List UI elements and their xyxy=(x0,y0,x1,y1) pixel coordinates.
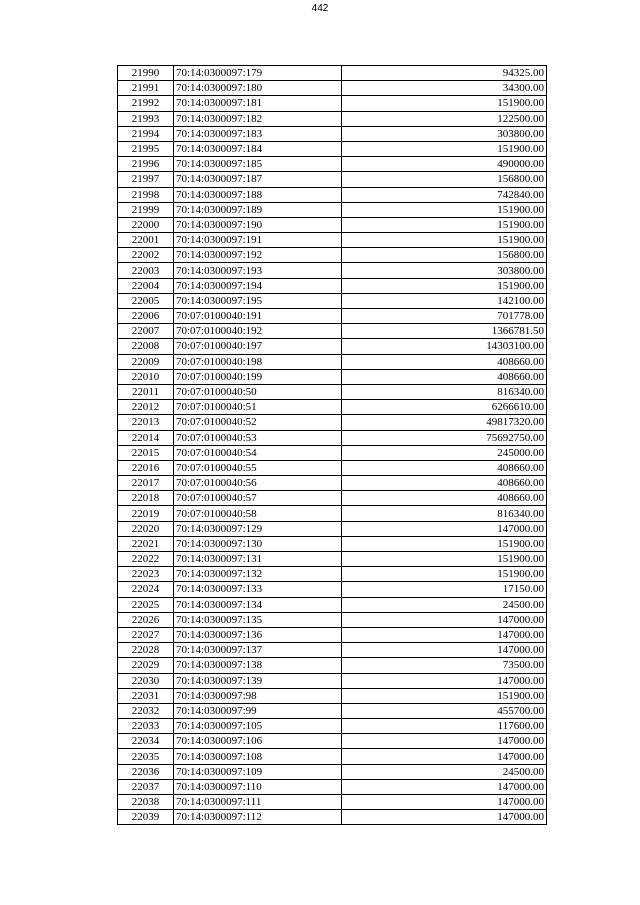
cadastral-value: 742840.00 xyxy=(342,187,547,202)
table-row xyxy=(118,795,547,810)
table-row xyxy=(118,552,547,567)
row-number: 22016 xyxy=(118,460,174,475)
row-number: 21998 xyxy=(118,187,174,202)
row-number: 22027 xyxy=(118,627,174,642)
cadastral-value: 151900.00 xyxy=(342,536,547,551)
cadastral-value: 75692750.00 xyxy=(342,430,547,445)
cadastral-value: 117600.00 xyxy=(342,719,547,734)
cadastral-number: 70:14:0300097:136 xyxy=(174,627,342,642)
cadastral-value: 303800.00 xyxy=(342,263,547,278)
row-number: 21995 xyxy=(118,141,174,156)
table-row xyxy=(118,415,547,430)
cadastral-number: 70:14:0300097:98 xyxy=(174,688,342,703)
row-number: 21997 xyxy=(118,172,174,187)
cadastral-number: 70:14:0300097:188 xyxy=(174,187,342,202)
row-number: 21999 xyxy=(118,202,174,217)
table-row xyxy=(118,141,547,156)
row-number: 22020 xyxy=(118,521,174,536)
row-number: 22032 xyxy=(118,703,174,718)
row-number: 22035 xyxy=(118,749,174,764)
cadastral-number: 70:07:0100040:58 xyxy=(174,506,342,521)
cadastral-value: 245000.00 xyxy=(342,445,547,460)
cadastral-number: 70:07:0100040:57 xyxy=(174,491,342,506)
cadastral-value: 147000.00 xyxy=(342,734,547,749)
cadastral-value: 156800.00 xyxy=(342,172,547,187)
row-number: 22009 xyxy=(118,354,174,369)
table-row xyxy=(118,567,547,582)
table-row xyxy=(118,263,547,278)
row-number: 22007 xyxy=(118,324,174,339)
cadastral-value: 49817320.00 xyxy=(342,415,547,430)
cadastral-value: 151900.00 xyxy=(342,567,547,582)
cadastral-number: 70:14:0300097:137 xyxy=(174,643,342,658)
cadastral-number: 70:14:0300097:139 xyxy=(174,673,342,688)
cadastral-value: 816340.00 xyxy=(342,384,547,399)
table-row xyxy=(118,233,547,248)
table-row xyxy=(118,309,547,324)
cadastral-value: 14303100.00 xyxy=(342,339,547,354)
cadastral-value: 303800.00 xyxy=(342,126,547,141)
registry-table xyxy=(117,65,547,825)
cadastral-number: 70:14:0300097:108 xyxy=(174,749,342,764)
cadastral-value: 34300.00 xyxy=(342,81,547,96)
row-number: 21991 xyxy=(118,81,174,96)
row-number: 22018 xyxy=(118,491,174,506)
table-row xyxy=(118,734,547,749)
table-row xyxy=(118,703,547,718)
row-number: 22004 xyxy=(118,278,174,293)
row-number: 22024 xyxy=(118,582,174,597)
cadastral-number: 70:14:0300097:189 xyxy=(174,202,342,217)
row-number: 22019 xyxy=(118,506,174,521)
cadastral-value: 1366781.50 xyxy=(342,324,547,339)
cadastral-value: 147000.00 xyxy=(342,795,547,810)
row-number: 22017 xyxy=(118,476,174,491)
row-number: 22014 xyxy=(118,430,174,445)
row-number: 22039 xyxy=(118,810,174,825)
cadastral-value: 455700.00 xyxy=(342,703,547,718)
cadastral-value: 147000.00 xyxy=(342,673,547,688)
cadastral-value: 147000.00 xyxy=(342,749,547,764)
cadastral-value: 147000.00 xyxy=(342,779,547,794)
cadastral-number: 70:14:0300097:194 xyxy=(174,278,342,293)
table-row xyxy=(118,506,547,521)
cadastral-number: 70:07:0100040:53 xyxy=(174,430,342,445)
cadastral-number: 70:14:0300097:191 xyxy=(174,233,342,248)
row-number: 22015 xyxy=(118,445,174,460)
table-row xyxy=(118,126,547,141)
cadastral-number: 70:14:0300097:131 xyxy=(174,552,342,567)
table-row xyxy=(118,476,547,491)
table-row xyxy=(118,400,547,415)
row-number: 22030 xyxy=(118,673,174,688)
cadastral-number: 70:14:0300097:182 xyxy=(174,111,342,126)
cadastral-value: 6266610.00 xyxy=(342,400,547,415)
row-number: 21994 xyxy=(118,126,174,141)
cadastral-value: 151900.00 xyxy=(342,233,547,248)
cadastral-number: 70:07:0100040:55 xyxy=(174,460,342,475)
table-row xyxy=(118,810,547,825)
cadastral-value: 408660.00 xyxy=(342,476,547,491)
cadastral-number: 70:14:0300097:180 xyxy=(174,81,342,96)
table-row xyxy=(118,445,547,460)
cadastral-value: 17150.00 xyxy=(342,582,547,597)
cadastral-value: 408660.00 xyxy=(342,491,547,506)
cadastral-value: 151900.00 xyxy=(342,688,547,703)
cadastral-number: 70:14:0300097:105 xyxy=(174,719,342,734)
table-row xyxy=(118,187,547,202)
cadastral-number: 70:07:0100040:192 xyxy=(174,324,342,339)
cadastral-number: 70:14:0300097:195 xyxy=(174,293,342,308)
cadastral-number: 70:14:0300097:184 xyxy=(174,141,342,156)
row-number: 22011 xyxy=(118,384,174,399)
cadastral-value: 151900.00 xyxy=(342,202,547,217)
row-number: 22013 xyxy=(118,415,174,430)
cadastral-number: 70:14:0300097:112 xyxy=(174,810,342,825)
cadastral-number: 70:14:0300097:109 xyxy=(174,764,342,779)
row-number: 22029 xyxy=(118,658,174,673)
cadastral-number: 70:14:0300097:129 xyxy=(174,521,342,536)
cadastral-number: 70:14:0300097:185 xyxy=(174,157,342,172)
cadastral-value: 816340.00 xyxy=(342,506,547,521)
table-row xyxy=(118,81,547,96)
cadastral-number: 70:14:0300097:192 xyxy=(174,248,342,263)
page-number: 442 xyxy=(311,3,329,14)
cadastral-number: 70:07:0100040:199 xyxy=(174,369,342,384)
table-row xyxy=(118,460,547,475)
row-number: 22025 xyxy=(118,597,174,612)
table-row xyxy=(118,172,547,187)
cadastral-number: 70:14:0300097:181 xyxy=(174,96,342,111)
cadastral-number: 70:14:0300097:134 xyxy=(174,597,342,612)
cadastral-value: 490000.00 xyxy=(342,157,547,172)
row-number: 22005 xyxy=(118,293,174,308)
cadastral-number: 70:14:0300097:183 xyxy=(174,126,342,141)
cadastral-number: 70:14:0300097:133 xyxy=(174,582,342,597)
row-number: 22021 xyxy=(118,536,174,551)
cadastral-value: 408660.00 xyxy=(342,354,547,369)
cadastral-number: 70:14:0300097:110 xyxy=(174,779,342,794)
table-row xyxy=(118,643,547,658)
table-row xyxy=(118,673,547,688)
row-number: 22012 xyxy=(118,400,174,415)
cadastral-number: 70:07:0100040:56 xyxy=(174,476,342,491)
cadastral-value: 73500.00 xyxy=(342,658,547,673)
table-row xyxy=(118,688,547,703)
cadastral-value: 142100.00 xyxy=(342,293,547,308)
table-row xyxy=(118,157,547,172)
row-number: 22023 xyxy=(118,567,174,582)
table-row xyxy=(118,521,547,536)
cadastral-value: 122500.00 xyxy=(342,111,547,126)
cadastral-value: 156800.00 xyxy=(342,248,547,263)
table-row xyxy=(118,339,547,354)
table-row xyxy=(118,111,547,126)
table-row xyxy=(118,278,547,293)
table-row xyxy=(118,217,547,232)
row-number: 22001 xyxy=(118,233,174,248)
cadastral-number: 70:07:0100040:198 xyxy=(174,354,342,369)
cadastral-value: 24500.00 xyxy=(342,764,547,779)
table-row xyxy=(118,66,547,81)
cadastral-value: 408660.00 xyxy=(342,460,547,475)
table-row xyxy=(118,293,547,308)
table-body xyxy=(118,66,547,825)
cadastral-number: 70:14:0300097:99 xyxy=(174,703,342,718)
row-number: 22031 xyxy=(118,688,174,703)
table-row xyxy=(118,354,547,369)
row-number: 21990 xyxy=(118,66,174,81)
cadastral-value: 151900.00 xyxy=(342,96,547,111)
row-number: 21992 xyxy=(118,96,174,111)
table-row xyxy=(118,324,547,339)
cadastral-number: 70:07:0100040:52 xyxy=(174,415,342,430)
table-row xyxy=(118,430,547,445)
table-row xyxy=(118,749,547,764)
cadastral-number: 70:14:0300097:190 xyxy=(174,217,342,232)
cadastral-number: 70:07:0100040:191 xyxy=(174,309,342,324)
cadastral-number: 70:14:0300097:130 xyxy=(174,536,342,551)
row-number: 22002 xyxy=(118,248,174,263)
row-number: 22022 xyxy=(118,552,174,567)
table-row xyxy=(118,658,547,673)
row-number: 22003 xyxy=(118,263,174,278)
row-number: 22008 xyxy=(118,339,174,354)
cadastral-number: 70:14:0300097:193 xyxy=(174,263,342,278)
table-row xyxy=(118,202,547,217)
cadastral-value: 147000.00 xyxy=(342,810,547,825)
cadastral-number: 70:14:0300097:179 xyxy=(174,66,342,81)
cadastral-number: 70:14:0300097:111 xyxy=(174,795,342,810)
table-row xyxy=(118,612,547,627)
cadastral-value: 147000.00 xyxy=(342,521,547,536)
cadastral-value: 151900.00 xyxy=(342,217,547,232)
row-number: 22010 xyxy=(118,369,174,384)
row-number: 22038 xyxy=(118,795,174,810)
row-number: 22033 xyxy=(118,719,174,734)
cadastral-number: 70:14:0300097:132 xyxy=(174,567,342,582)
row-number: 21996 xyxy=(118,157,174,172)
cadastral-number: 70:14:0300097:138 xyxy=(174,658,342,673)
cadastral-value: 151900.00 xyxy=(342,278,547,293)
table-row xyxy=(118,369,547,384)
table-row xyxy=(118,627,547,642)
cadastral-value: 147000.00 xyxy=(342,643,547,658)
cadastral-value: 151900.00 xyxy=(342,141,547,156)
cadastral-value: 94325.00 xyxy=(342,66,547,81)
table-row xyxy=(118,536,547,551)
cadastral-value: 151900.00 xyxy=(342,552,547,567)
cadastral-number: 70:07:0100040:54 xyxy=(174,445,342,460)
table-row xyxy=(118,491,547,506)
table-row xyxy=(118,248,547,263)
cadastral-value: 147000.00 xyxy=(342,612,547,627)
table-row xyxy=(118,384,547,399)
cadastral-number: 70:14:0300097:135 xyxy=(174,612,342,627)
table-row xyxy=(118,96,547,111)
row-number: 22028 xyxy=(118,643,174,658)
table-row xyxy=(118,779,547,794)
cadastral-value: 408660.00 xyxy=(342,369,547,384)
cadastral-number: 70:07:0100040:50 xyxy=(174,384,342,399)
cadastral-value: 701778.00 xyxy=(342,309,547,324)
row-number: 22000 xyxy=(118,217,174,232)
cadastral-number: 70:07:0100040:51 xyxy=(174,400,342,415)
cadastral-value: 24500.00 xyxy=(342,597,547,612)
table-row xyxy=(118,719,547,734)
table-row xyxy=(118,597,547,612)
row-number: 22034 xyxy=(118,734,174,749)
cadastral-value: 147000.00 xyxy=(342,627,547,642)
row-number: 22036 xyxy=(118,764,174,779)
cadastral-number: 70:14:0300097:187 xyxy=(174,172,342,187)
table-row xyxy=(118,764,547,779)
table-row xyxy=(118,582,547,597)
cadastral-number: 70:07:0100040:197 xyxy=(174,339,342,354)
row-number: 22037 xyxy=(118,779,174,794)
cadastral-number: 70:14:0300097:106 xyxy=(174,734,342,749)
row-number: 22026 xyxy=(118,612,174,627)
row-number: 21993 xyxy=(118,111,174,126)
row-number: 22006 xyxy=(118,309,174,324)
